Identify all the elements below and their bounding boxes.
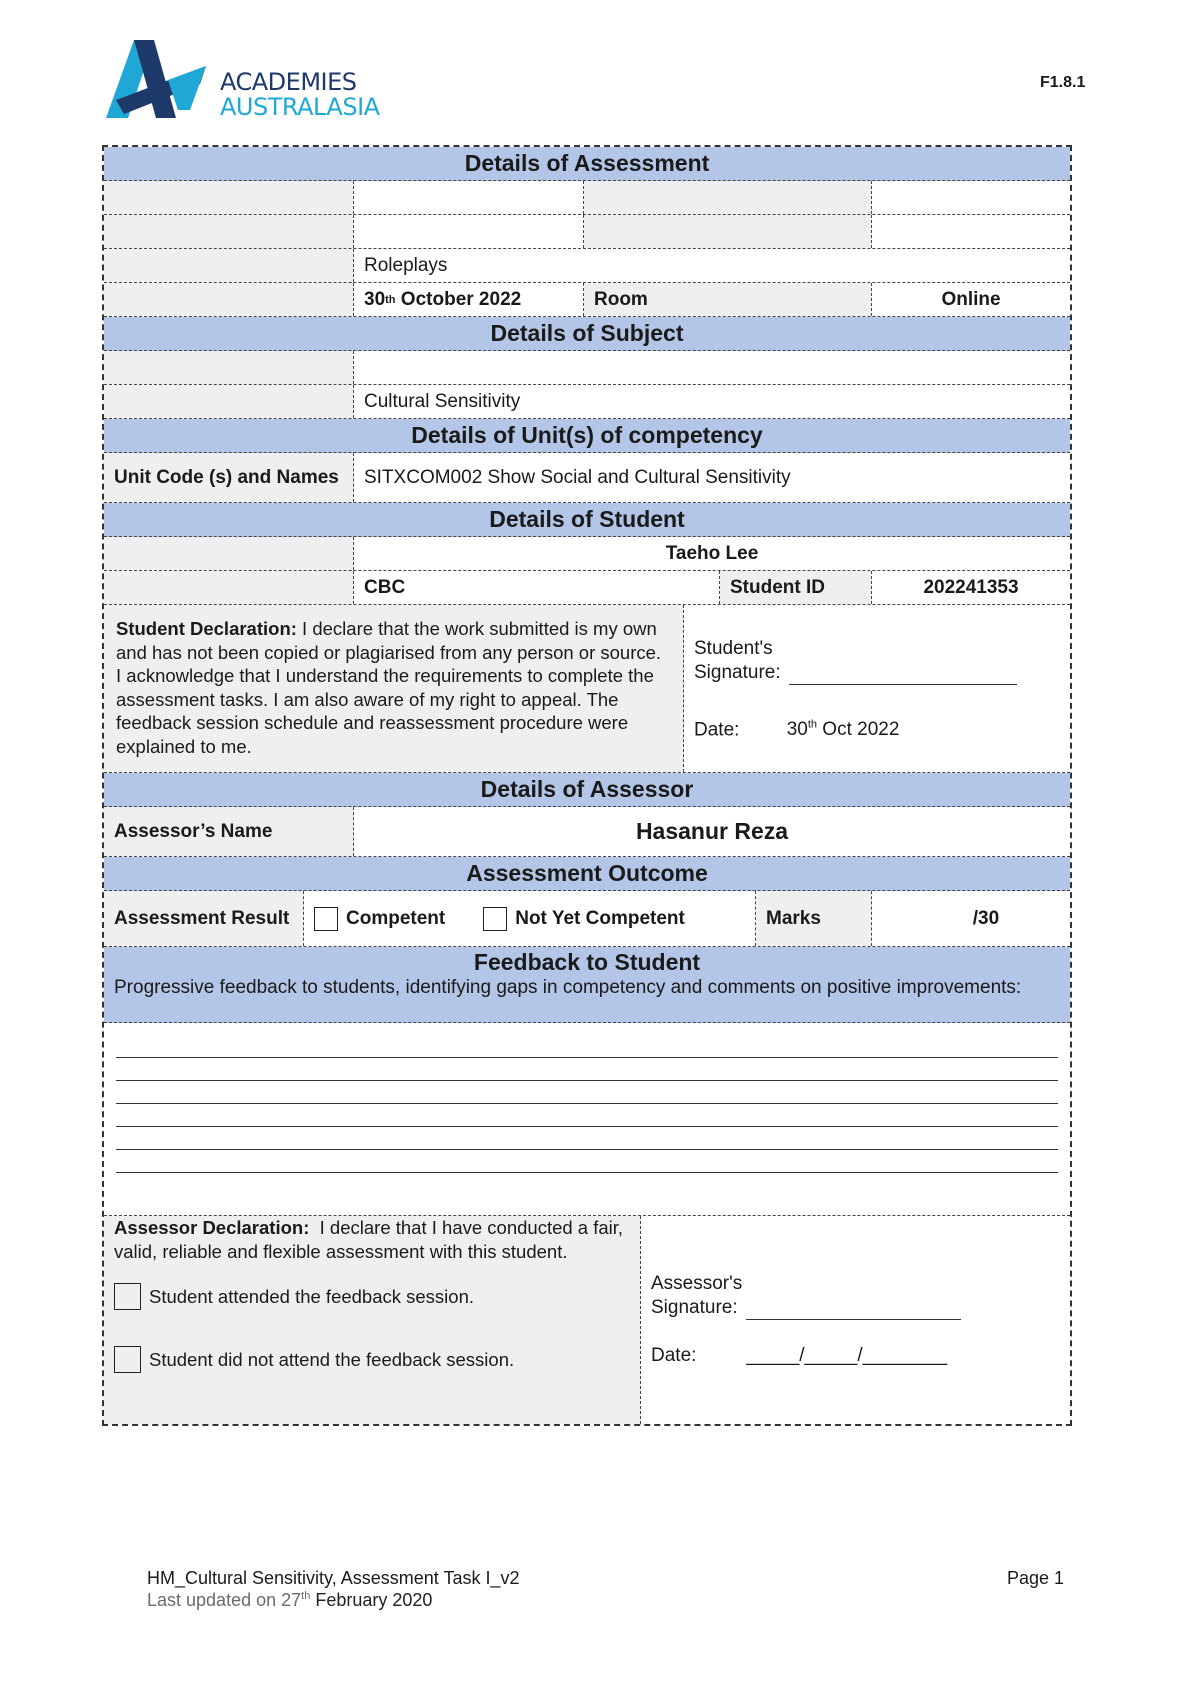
subject-section-header: Details of Subject <box>104 317 1070 351</box>
unit-row <box>104 453 1070 503</box>
blank-value-cell[interactable] <box>354 215 584 248</box>
marks-label: Marks <box>756 891 872 946</box>
blank-value-cell[interactable] <box>872 215 1070 248</box>
blank-label-cell <box>584 215 872 248</box>
assessor-section-header: Details of Assessor <box>104 773 1070 807</box>
not-attended-label: Student did not attend the feedback session. <box>149 1348 515 1370</box>
not-attended-option <box>114 1346 630 1373</box>
unit-section-header: Details of Unit(s) of competency <box>104 419 1070 453</box>
blank-label-cell <box>104 215 354 248</box>
subject-name-row <box>104 385 1070 419</box>
feedback-title: Feedback to Student <box>473 949 701 975</box>
feedback-line[interactable] <box>116 1104 1058 1127</box>
not-attended-checkbox[interactable] <box>114 1346 141 1373</box>
unit-code-label: Unit Code (s) and Names <box>104 453 354 502</box>
marks-value[interactable]: /30 <box>972 907 1000 929</box>
student-signature-label-1: Student's <box>694 638 773 659</box>
assessor-signature-block <box>641 1216 1070 1424</box>
not-yet-competent-checkbox[interactable] <box>483 907 507 931</box>
competent-checkbox[interactable] <box>314 907 338 931</box>
student-name-value[interactable]: Taeho Lee <box>665 542 759 564</box>
blank-label-cell <box>104 249 354 282</box>
assessor-date-label: Date: <box>651 1345 697 1366</box>
attended-option <box>114 1283 630 1310</box>
blank-value-cell[interactable] <box>354 181 584 214</box>
feedback-line[interactable] <box>116 1035 1058 1058</box>
room-value[interactable]: Online <box>941 288 1001 310</box>
blank-label-cell <box>104 181 354 214</box>
assessor-declaration-text: I declare that I have conducted a fair, valid, reliable and flexible assessment with this student. <box>114 1217 629 1262</box>
subject-row-1 <box>104 351 1070 385</box>
assessor-name-row <box>104 807 1070 857</box>
student-declaration <box>104 605 684 772</box>
assessment-date-rest: October 2022 <box>395 288 522 310</box>
student-date-value[interactable] <box>787 719 900 740</box>
assessor-name-label: Assessor’s Name <box>104 807 354 856</box>
assessment-date-value[interactable] <box>354 283 584 316</box>
student-id-label: Student ID <box>720 571 872 604</box>
blank-label-cell <box>104 385 354 418</box>
feedback-line[interactable] <box>116 1127 1058 1150</box>
footer-updated-post: February 2020 <box>310 1590 433 1610</box>
blank-label-cell <box>104 571 354 604</box>
result-options <box>304 891 756 946</box>
room-label: Room <box>584 283 872 316</box>
blank-label-cell <box>104 537 354 570</box>
student-signature-label-2: Signature: <box>694 662 781 683</box>
student-name-row <box>104 537 1070 571</box>
page-number: Page 1 <box>1007 1568 1065 1588</box>
subject-name-value[interactable]: Cultural Sensitivity <box>364 390 521 412</box>
assessor-declaration-row <box>104 1216 1070 1424</box>
assessor-date-blank[interactable]: _____/_____/________ <box>746 1345 948 1366</box>
logo-line-2: AUSTRALASIA <box>220 93 380 121</box>
assessment-date-row <box>104 283 1070 317</box>
blank-label-cell <box>104 351 354 384</box>
feedback-line[interactable] <box>116 1150 1058 1173</box>
blank-label-cell <box>104 283 354 316</box>
assessment-date-sup: th <box>385 293 396 306</box>
feedback-header <box>104 947 1070 1023</box>
footer-updated-pre: Last updated on 27 <box>147 1590 302 1610</box>
assessment-method-value[interactable]: Roleplays <box>364 254 448 276</box>
student-signature-block <box>684 605 1070 772</box>
assessment-cover-form <box>102 145 1072 1426</box>
blank-label-cell <box>584 181 872 214</box>
feedback-area[interactable] <box>104 1023 1070 1216</box>
logo-text <box>220 70 380 120</box>
student-declaration-row <box>104 605 1070 773</box>
student-date-sup: th <box>807 719 818 731</box>
student-class-value[interactable]: CBC <box>354 571 720 604</box>
assessor-declaration-title: Assessor Declaration: <box>114 1217 310 1238</box>
student-id-value[interactable]: 202241353 <box>923 576 1019 598</box>
form-code: F1.8.1 <box>1040 74 1086 91</box>
blank-value-cell[interactable] <box>872 181 1070 214</box>
attended-label: Student attended the feedback session. <box>149 1285 475 1307</box>
student-declaration-text: I declare that the work submitted is my own and has not been copied or plagiarised from any person or source. I acknowledge that I understand the requirements to complete the assessment tasks. I am also aware of my right to appeal. The feedback session schedule and reassessment procedure were explained to me. <box>116 618 667 757</box>
student-declaration-title: Student Declaration: <box>116 618 297 639</box>
unit-code-value[interactable]: SITXCOM002 Show Social and Cultural Sensitivity <box>364 466 791 488</box>
assessor-declaration <box>104 1216 641 1424</box>
student-section-header: Details of Student <box>104 503 1070 537</box>
assessor-declaration-paragraph <box>114 1216 630 1263</box>
attended-checkbox[interactable] <box>114 1283 141 1310</box>
footer-doc-name: HM_Cultural Sensitivity, Assessment Task I_v2 <box>147 1568 520 1588</box>
footer-updated-sup: th <box>301 1590 311 1602</box>
outcome-row <box>104 891 1070 947</box>
assessment-row-1 <box>104 181 1070 215</box>
assessment-method-row <box>104 249 1070 283</box>
assessor-signature-line[interactable] <box>746 1319 961 1320</box>
student-id-row <box>104 571 1070 605</box>
student-date-day: 30 <box>786 719 808 741</box>
blank-value-cell[interactable] <box>354 351 1070 384</box>
feedback-line[interactable] <box>116 1081 1058 1104</box>
student-signature-line[interactable] <box>789 684 1017 685</box>
assessment-date-day: 30 <box>364 288 386 310</box>
assessor-signature-label-1: Assessor's <box>651 1273 743 1294</box>
assessor-signature-label-2: Signature: <box>651 1297 738 1318</box>
assessment-section-header: Details of Assessment <box>104 147 1070 181</box>
outcome-section-header: Assessment Outcome <box>104 857 1070 891</box>
footer-updated <box>147 1590 432 1611</box>
feedback-subtitle: Progressive feedback to students, identifying gaps in competency and comments on positive improvements: <box>114 977 1022 998</box>
assessment-row-2 <box>104 215 1070 249</box>
logo-line-1: ACADEMIES <box>220 68 357 96</box>
not-yet-competent-label: Not Yet Competent <box>515 907 685 929</box>
assessor-name-value[interactable]: Hasanur Reza <box>635 818 789 844</box>
student-date-rest: Oct 2022 <box>817 719 900 741</box>
assessment-result-label: Assessment Result <box>104 891 304 946</box>
feedback-line[interactable] <box>116 1058 1058 1081</box>
competent-label: Competent <box>346 907 446 929</box>
student-date-label: Date: <box>694 719 740 741</box>
